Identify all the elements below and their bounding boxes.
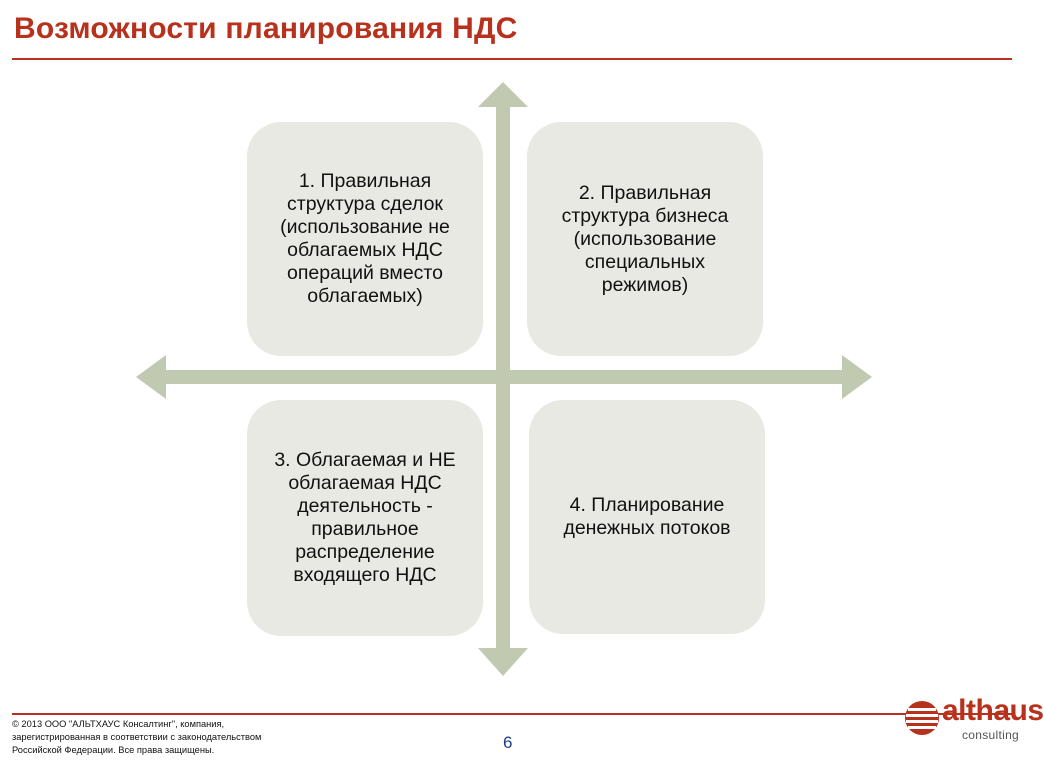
- logo-word: althaus: [942, 694, 1044, 727]
- copyright-text: © 2013 ООО "АЛЬТХАУС Консалтинг", компания, зарегистрированная в соответствии с законодательством Российской Федерации. Все права защищены.: [12, 719, 262, 755]
- slide-title: Возможности планирования НДС: [14, 12, 518, 45]
- logo-subtitle: consulting: [962, 728, 1020, 742]
- quadrant-2: 2. Правильная структура бизнеса (использование специальных режимов): [527, 122, 763, 356]
- quadrant-3: 3. Облагаемая и НЕ облагаемая НДС деятельность - правильное распределение входящего НДС: [247, 400, 483, 636]
- althaus-logo: [904, 694, 1044, 750]
- logo-mark-icon: [904, 698, 940, 738]
- quadrant-4: 4. Планирование денежных потоков: [529, 400, 765, 634]
- quadrant-1: 1. Правильная структура сделок (использование не облагаемых НДС операций вместо облагаемых): [247, 122, 483, 356]
- footer-divider: [12, 713, 1012, 715]
- page-number: 6: [503, 733, 513, 752]
